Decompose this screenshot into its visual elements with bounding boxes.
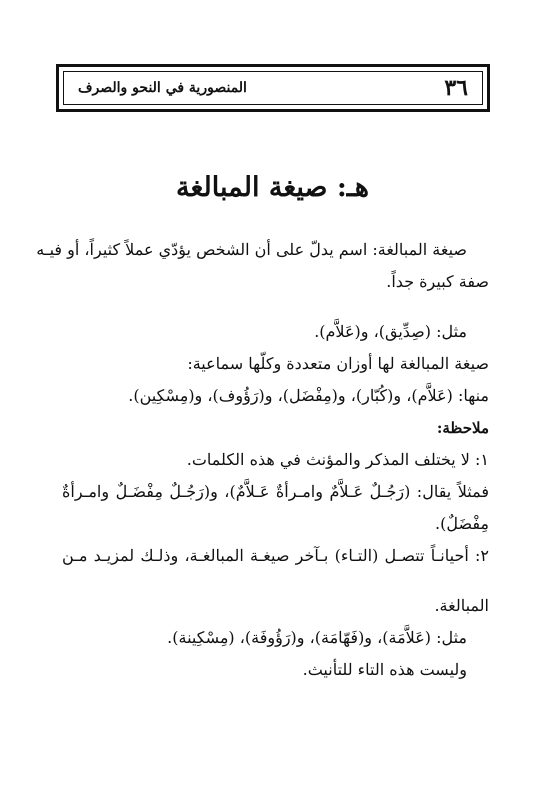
note-2-line-1: ٢: أحيانـاً تتصـل (التـاء) بـآخر صيغـة المبالغـة، وذلـك لمزيـد مـن xyxy=(62,546,489,565)
running-header xyxy=(56,64,490,112)
running-title: المنصورية في النحو والصرف xyxy=(78,80,247,96)
example-line-1: مثل: (صِدِّيق)، و(عَلاَّم). xyxy=(314,322,467,341)
page-number: ٣٦ xyxy=(444,75,468,101)
example-line-2: مثل: (عَلاَّمَة)، و(فَهّامَة)، و(رَؤُوفَة)، (مِسْكِينة). xyxy=(167,628,467,647)
note-1-example-line-2: مِفْضَلٌ). xyxy=(435,514,489,533)
running-header-inner xyxy=(63,71,483,105)
section-title: هـ: صيغة المبالغة xyxy=(176,172,369,203)
final-remark: وليست هذه التاء للتأنيث. xyxy=(302,660,467,679)
note-1-example-line-1: فمثلاً يقال: (رَجُـلٌ عَـلاَّمٌ وامـرأةٌ عَـلاَّمٌ)، و(رَجُـلٌ مِفْضَـلٌ وامـرأةٌ xyxy=(62,482,489,501)
note-2-line-2: المبالغة. xyxy=(434,596,489,615)
note-1: ١: لا يختلف المذكر والمؤنث في هذه الكلمات. xyxy=(186,450,489,469)
page-body xyxy=(36,234,489,686)
paragraph-definition-line-1: صيغة المبالغة: اسم يدلّ على أن الشخص يؤدّي عملاً كثيراً، أو فيـه xyxy=(36,240,467,259)
paragraph-definition-line-2: صفة كبيرة جداً. xyxy=(386,272,489,291)
paragraph-patterns: صيغة المبالغة لها أوزان متعددة وكلّها سماعية: xyxy=(187,354,489,373)
note-heading: ملاحظة: xyxy=(436,419,489,437)
paragraph-patterns-examples: منها: (عَلاَّم)، و(كُبّار)، و(مِفْضَل)، و(رَؤُوف)، و(مِسْكِين). xyxy=(128,386,489,405)
